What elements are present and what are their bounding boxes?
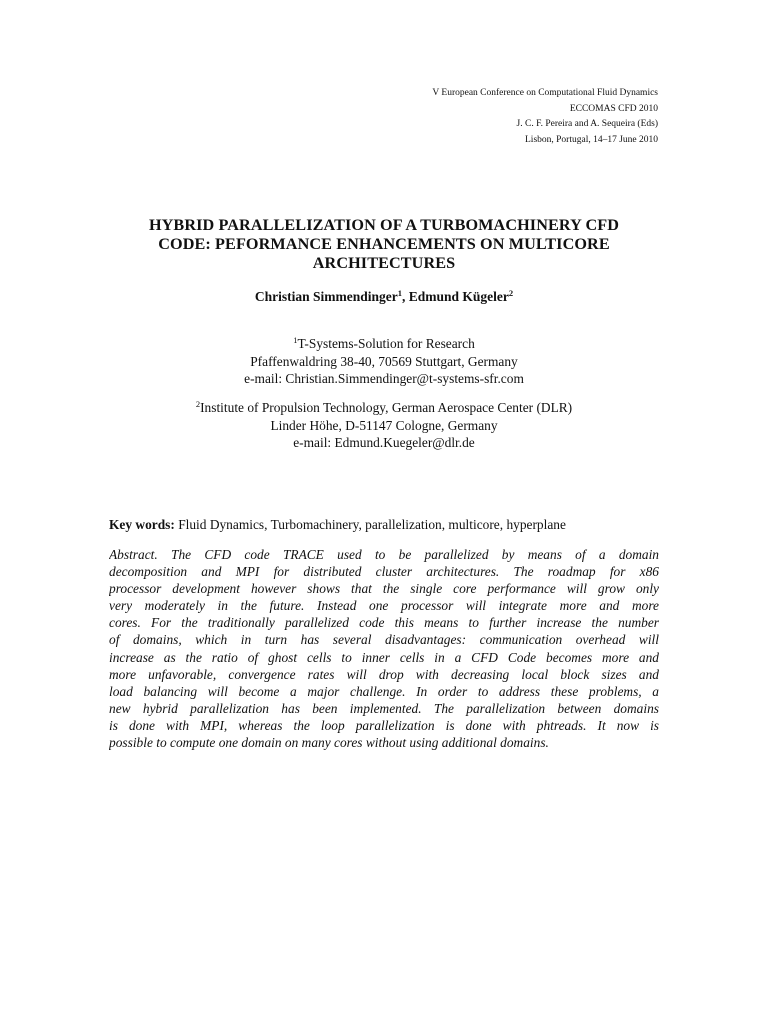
affiliation-address: Pfaffenwaldring 38-40, 70569 Stuttgart, Germany: [250, 353, 518, 369]
author-name: Edmund Kügeler: [408, 289, 509, 304]
title-line: ARCHITECTURES: [312, 254, 456, 272]
affiliation-mark: 2: [195, 399, 201, 409]
abstract-line: very moderately in the future. Instead one processor will integrate more and more: [109, 598, 659, 614]
abstract-line: possible to compute one domain on many cores without using additional domains.: [109, 735, 549, 751]
author-name: Christian Simmendinger: [254, 289, 398, 304]
keywords-label: Key words:: [109, 517, 175, 532]
affiliation-email: e-mail: Christian.Simmendinger@t-systems-sfr.com: [244, 371, 524, 386]
abstract-line: increase as the ratio of ghost cells to inner cells in a CFD Code becomes more and: [109, 649, 659, 665]
conference-acronym: ECCOMAS CFD 2010: [569, 103, 658, 114]
affiliation-block: [100, 399, 668, 452]
abstract-line: new hybrid parallelization has been implemented. The parallelization between domains: [109, 700, 659, 716]
abstract-line: of domains, which in turn has several disadvantages: communication overhead will: [109, 632, 659, 648]
affiliation-address: Linder Höhe, D-51147 Cologne, Germany: [270, 417, 498, 433]
affiliation-institution-text: Institute of Propulsion Technology, German Aerospace Center (DLR): [200, 400, 573, 415]
conference-location-date: Lisbon, Portugal, 14–17 June 2010: [525, 134, 658, 145]
abstract-line: processor development however shows that the single core performance will grow only: [109, 581, 659, 597]
affiliation-institution: [100, 399, 668, 417]
paper-title: [100, 216, 668, 273]
affiliation-email: e-mail: Edmund.Kuegeler@dlr.de: [293, 435, 475, 450]
abstract-line: is done with MPI, whereas the loop parallelization is done with phtreads. It now is: [109, 717, 659, 733]
author-affiliation-mark: 2: [508, 288, 514, 298]
title-line: HYBRID PARALLELIZATION OF A TURBOMACHINERY CFD: [148, 216, 620, 234]
abstract-line: Abstract. The CFD code TRACE used to be parallelized by means of a domain: [109, 547, 659, 562]
abstract-line: decomposition and MPI for distributed cluster architectures. The roadmap for x86: [109, 564, 659, 580]
author-separator: ,: [401, 289, 409, 304]
abstract-line: load balancing will become a major challenge. In order to address these problems, a: [109, 683, 659, 699]
conference-name: V European Conference on Computational Fluid Dynamics: [432, 88, 658, 98]
conference-header: [432, 86, 658, 148]
abstract-line: cores. For the traditionally parallelized code this means to further increase the number: [109, 615, 659, 631]
keywords-text: Fluid Dynamics, Turbomachinery, parallelization, multicore, hyperplane: [174, 517, 566, 532]
affiliation-institution: [100, 335, 668, 353]
affiliation-block: [100, 335, 668, 388]
keywords: [109, 516, 659, 533]
author-list: [100, 288, 668, 306]
affiliation-mark: 1: [293, 335, 298, 345]
title-line: CODE: PEFORMANCE ENHANCEMENTS ON MULTICORE: [158, 235, 610, 253]
conference-editors: J. C. F. Pereira and A. Sequeira (Eds): [516, 119, 658, 129]
abstract: [109, 546, 659, 751]
affiliation-institution-text: T-Systems-Solution for Research: [297, 336, 475, 351]
abstract-line: more unfavorable, convergence rates will drop with decreasing local block sizes and: [109, 666, 659, 682]
author-affiliation-mark: 1: [397, 288, 402, 298]
